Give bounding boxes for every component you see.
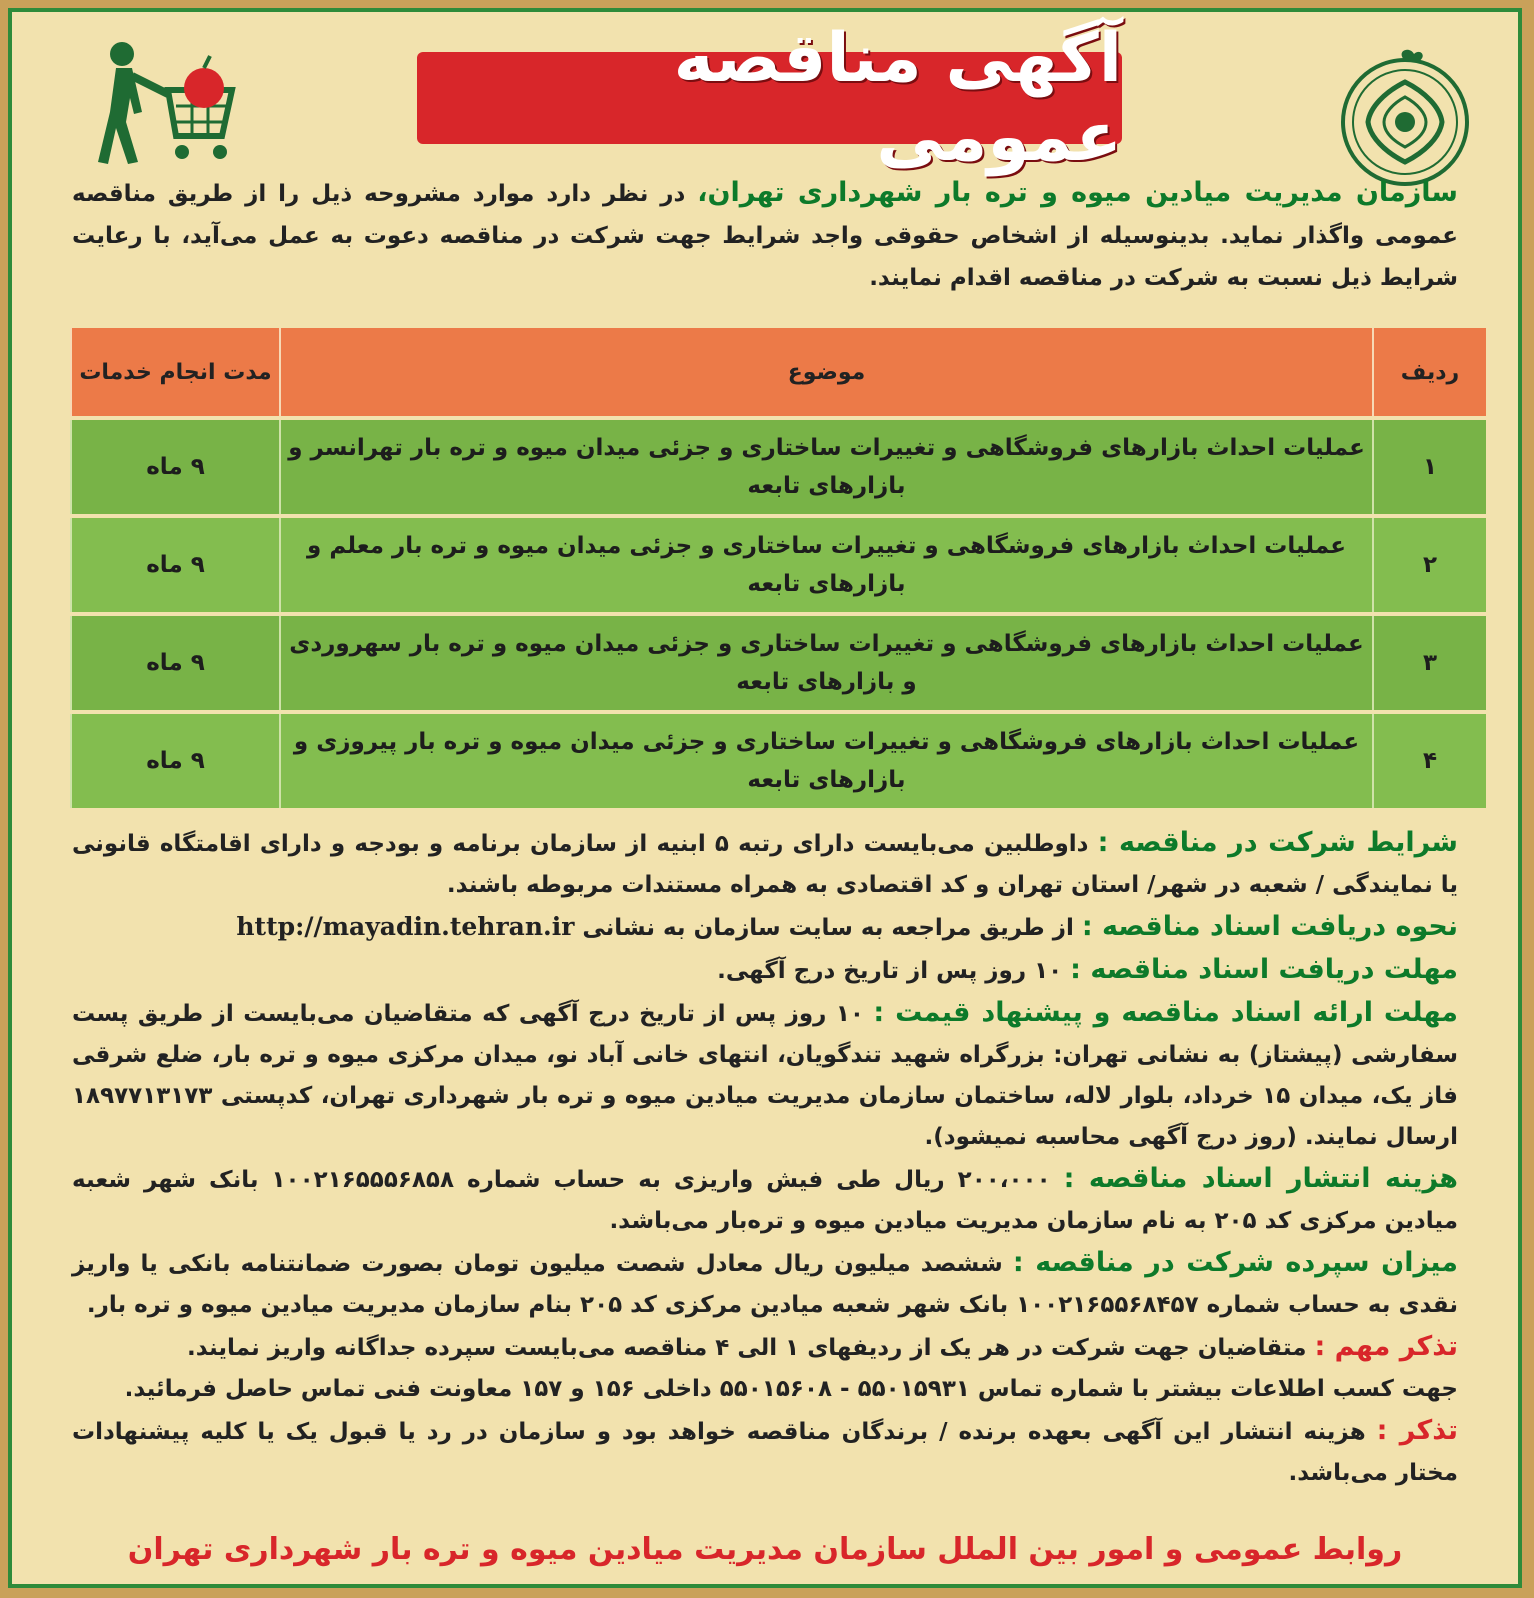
row-subject: عملیات احداث بازارهای فروشگاهی و تغییرات ساختاری و جزئی میدان میوه و تره بار سهروردی و بازارهای تابعه [279, 616, 1372, 710]
deadline-submit-label: مهلت ارائه اسناد مناقصه و پیشنهاد قیمت : [873, 997, 1458, 1028]
row-subject: عملیات احداث بازارهای فروشگاهی و تغییرات ساختاری و جزئی میدان میوه و تره بار پیروزی و بازارهای تابعه [279, 714, 1372, 808]
deposit-text: ششصد میلیون ریال معادل شصت میلیون تومان بصورت ضمانتنامه بانکی یا واریز نقدی به حساب شماره ۱۰۰۲۱۶۵۵۶۸۴۵۷ بانک شهر شعبه میادین مرکزی کد ۲۰۵ بنام سازمان مدیریت میادین میوه و تره بار. [72, 1251, 1458, 1318]
table-row [70, 616, 1486, 710]
submission-deadline [72, 992, 1458, 1158]
publication-fee [72, 1158, 1458, 1242]
row-duration: ۹ ماه [70, 420, 279, 514]
fee-label: هزینه انتشار اسناد مناقصه : [1063, 1163, 1458, 1194]
participation-label: شرایط شرکت در مناقصه : [1097, 827, 1458, 858]
row-duration: ۹ ماه [70, 616, 279, 710]
document-receive-method [72, 906, 1458, 949]
header-subject: موضوع [279, 328, 1372, 416]
row-number: ۴ [1372, 714, 1486, 808]
row-number: ۳ [1372, 616, 1486, 710]
participation-text: داوطلبین می‌بایست دارای رتبه ۵ ابنیه از سازمان برنامه و بودجه و دارای اقامتگاه قانونی یا نمایندگی / شعبه در شهر/ استان تهران و کد اقتصادی به همراه مستندات مربوطه باشند. [72, 831, 1458, 898]
table-row [70, 714, 1486, 808]
row-subject: عملیات احداث بازارهای فروشگاهی و تغییرات ساختاری و جزئی میدان میوه و تره بار تهرانسر و بازارهای تابعه [279, 420, 1372, 514]
deposit-amount [72, 1242, 1458, 1326]
organization-name: سازمان مدیریت میادین میوه و تره بار شهرداری تهران، [697, 177, 1458, 208]
notice-header [12, 12, 1518, 182]
row-number: ۲ [1372, 518, 1486, 612]
tender-items-table [70, 324, 1486, 812]
deadline-submit-text: ۱۰ روز پس از تاریخ درج آگهی که متقاضیان می‌بایست از طریق پست سفارشی (پیشتاز) به نشانی تهران: بزرگراه شهید تندگویان، انتهای خانی آباد نو، میدان مرکزی میوه و تره بار، ضلع شرقی فاز یک، میدان ۱۵ خرداد، بلوار لاله، ساختمان سازمان مدیریت میادین میوه و تره بار شهرداری تهران، کدپستی ۱۸۹۷۷۱۳۱۷۳ ارسال نمایند. (روز درج آگهی محاسبه نمیشود). [72, 1001, 1458, 1150]
notice-title-banner [417, 19, 1122, 177]
intro-text: در نظر دارد موارد مشروحه ذیل را از طریق مناقصه عمومی واگذار نماید. بدینوسیله از اشخاص حقوقی واجد شرایط جهت شرکت در مناقصه دعوت به عمل می‌آید، با رعایت شرایط ذیل نسبت به شرکت در مناقصه اقدام نمایند. [72, 181, 1458, 291]
website-link[interactable]: http://mayadin.tehran.ir [236, 912, 575, 941]
footer-signature: روابط عمومی و امور بین الملل سازمان مدیریت میادین میوه و تره بار شهرداری تهران [127, 1532, 1403, 1567]
general-note [72, 1410, 1458, 1494]
row-duration: ۹ ماه [70, 714, 279, 808]
fee-text: ۲۰۰،۰۰۰ ریال طی فیش واریزی به حساب شماره ۱۰۰۲۱۶۵۵۵۶۸۵۸ بانک شهر شعبه میادین مرکزی کد ۲۰۵ به نام سازمان مدیریت میادین میوه و تره‌بار می‌باشد. [72, 1167, 1458, 1234]
important-text: متقاضیان جهت شرکت در هر یک از ردیفهای ۱ الی ۴ مناقصه می‌بایست سپرده جداگانه واریز نمایند. [186, 1335, 1315, 1361]
important-note [72, 1326, 1458, 1369]
participation-conditions [72, 822, 1458, 906]
row-number: ۱ [1372, 420, 1486, 514]
tender-notice-page [8, 8, 1522, 1588]
row-subject: عملیات احداث بازارهای فروشگاهی و تغییرات ساختاری و جزئی میدان میوه و تره بار معلم و بازارهای تابعه [279, 518, 1372, 612]
table-row [70, 420, 1486, 514]
row-duration: ۹ ماه [70, 518, 279, 612]
document-receive-deadline [72, 949, 1458, 992]
header-row-number: ردیف [1372, 328, 1486, 416]
intro-paragraph [72, 172, 1458, 299]
shopping-cart-apple-icon [72, 32, 242, 172]
note-label: تذکر : [1376, 1415, 1458, 1446]
receive-text: از طریق مراجعه به سایت سازمان به نشانی [574, 915, 1082, 941]
conditions-section [72, 822, 1458, 1494]
deadline-receive-label: مهلت دریافت اسناد مناقصه : [1070, 954, 1458, 985]
contact-info: جهت کسب اطلاعات بیشتر با شماره تماس ۵۵۰۱۵۹۳۱ - ۵۵۰۱۵۶۰۸ داخلی ۱۵۶ و ۱۵۷ معاونت فنی تماس حاصل فرمائید. [124, 1376, 1458, 1402]
table-row [70, 518, 1486, 612]
deadline-receive-text: ۱۰ روز پس از تاریخ درج آگهی. [717, 958, 1071, 984]
note-text: هزینه انتشار این آگهی بعهده برنده / برندگان مناقصه خواهد بود و سازمان در رد یا قبول یک یا کلیه پیشنهادات مختار می‌باشد. [72, 1419, 1458, 1486]
important-label: تذکر مهم : [1314, 1331, 1458, 1362]
notice-title: آگهی مناقصه عمومی [673, 19, 1122, 177]
header-duration: مدت انجام خدمات [70, 328, 279, 416]
table-header-row [70, 328, 1486, 416]
deposit-label: میزان سپرده شرکت در مناقصه : [1012, 1247, 1458, 1278]
receive-label: نحوه دریافت اسناد مناقصه : [1081, 911, 1458, 942]
tehran-municipality-logo-icon [1330, 42, 1480, 192]
